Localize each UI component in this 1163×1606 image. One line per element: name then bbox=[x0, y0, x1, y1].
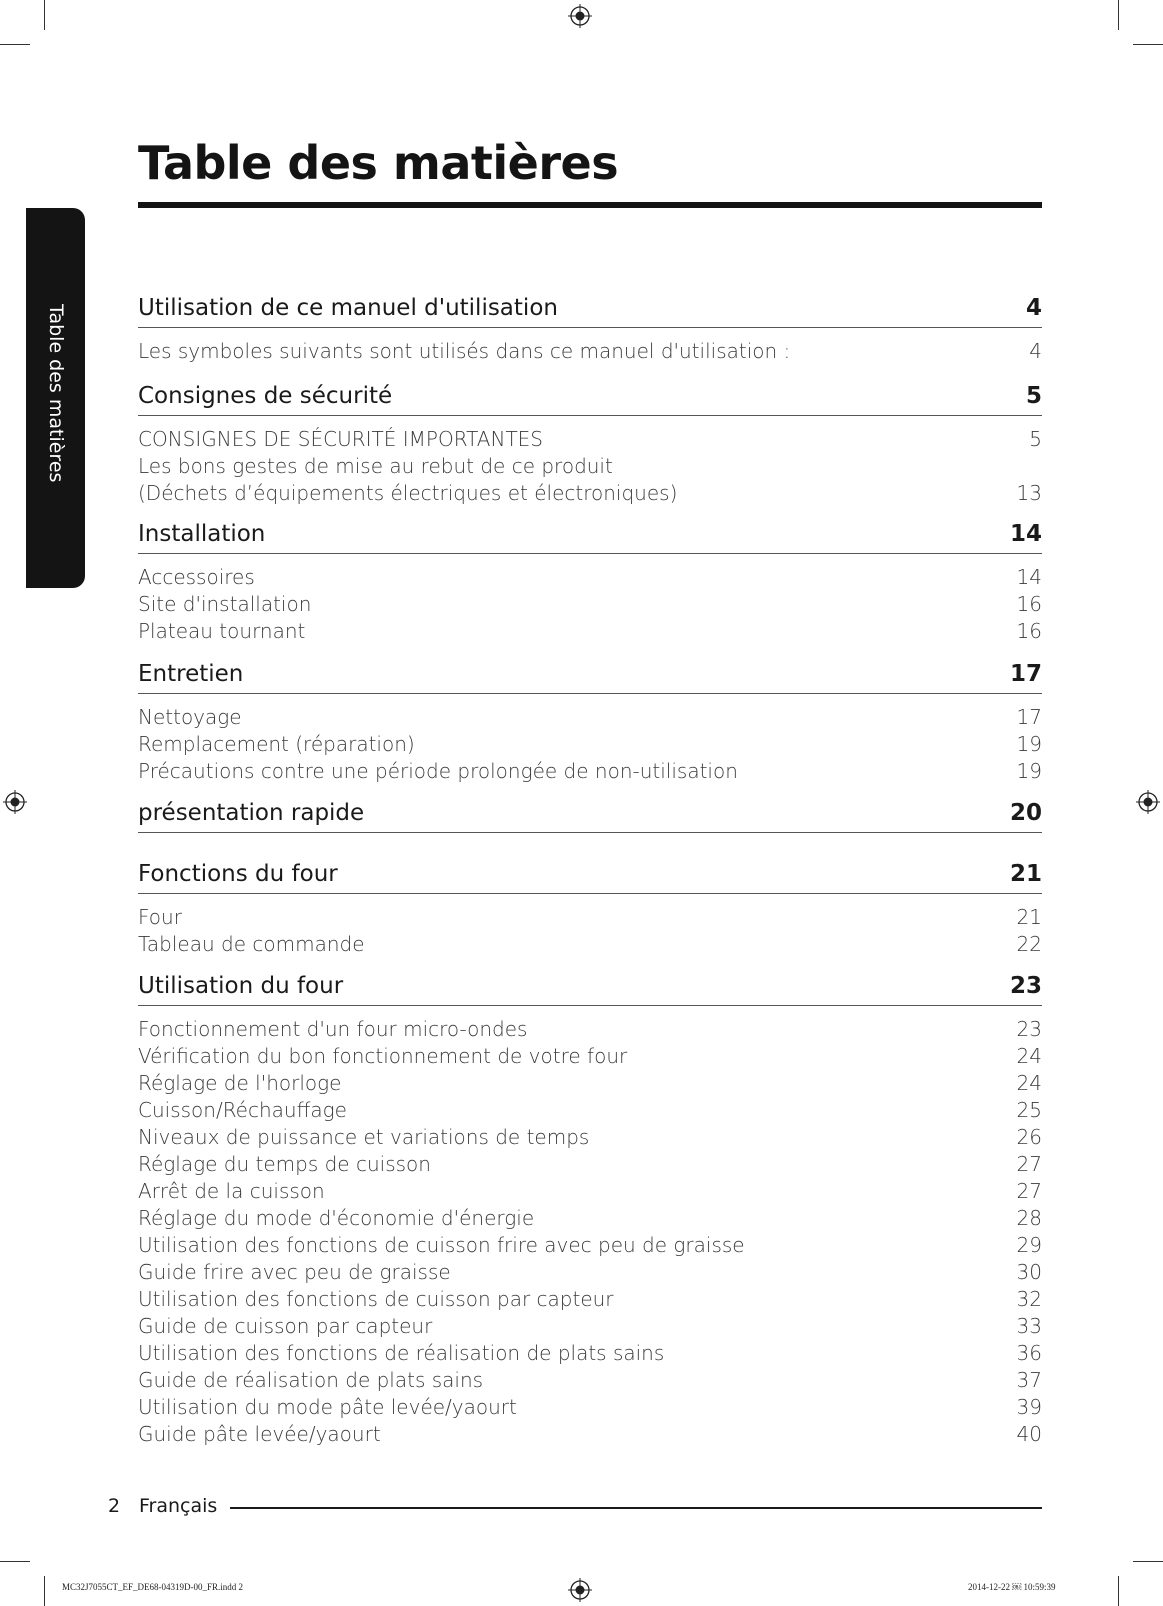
toc-item-page: 24 bbox=[1016, 1071, 1042, 1095]
toc-item[interactable] bbox=[138, 453, 1042, 507]
page-number: 2 bbox=[108, 1495, 121, 1517]
toc-item-label: Niveaux de puissance et variations de temps bbox=[138, 1125, 590, 1149]
toc-item-page: 33 bbox=[1016, 1314, 1042, 1338]
toc-heading-label: Utilisation de ce manuel d'utilisation bbox=[138, 295, 558, 321]
toc-item-label: Nettoyage bbox=[138, 705, 242, 729]
page-title: Table des matières bbox=[138, 136, 619, 190]
toc-item-page: 30 bbox=[1016, 1260, 1042, 1284]
print-slug-date: 2014-12-22 ￼ 10:59:39 bbox=[968, 1582, 1056, 1592]
crop-mark bbox=[44, 0, 45, 30]
toc-item-list bbox=[138, 426, 1042, 507]
toc-item[interactable] bbox=[138, 1286, 1042, 1313]
toc-item-label: Vérification du bon fonctionnement de votre four bbox=[138, 1044, 628, 1068]
crop-mark bbox=[1118, 1576, 1119, 1606]
toc-section bbox=[138, 794, 1042, 833]
toc-item-label: Tableau de commande bbox=[138, 932, 365, 956]
registration-mark-icon bbox=[568, 1578, 592, 1602]
toc-item-label: Remplacement (réparation) bbox=[138, 732, 415, 756]
toc-item-page: 23 bbox=[1016, 1017, 1042, 1041]
toc-item-list bbox=[138, 564, 1042, 645]
toc-item-label: Utilisation des fonctions de cuisson par capteur bbox=[138, 1287, 614, 1311]
toc-item[interactable] bbox=[138, 1016, 1042, 1043]
toc-heading-page: 4 bbox=[1025, 295, 1042, 321]
toc-heading-page: 23 bbox=[1009, 973, 1042, 999]
toc-section bbox=[138, 377, 1042, 507]
toc-item-label: Les bons gestes de mise au rebut de ce produit (Déchets d’équipements électriques et électroniques) bbox=[138, 454, 678, 505]
toc-item-page: 36 bbox=[1016, 1341, 1042, 1365]
toc-item-label: Utilisation du mode pâte levée/yaourt bbox=[138, 1395, 517, 1419]
toc-item-label: Utilisation des fonctions de réalisation de plats sains bbox=[138, 1341, 665, 1365]
toc-item-page: 19 bbox=[1016, 732, 1042, 756]
toc-section bbox=[138, 655, 1042, 785]
crop-mark bbox=[44, 1576, 45, 1606]
toc-item[interactable] bbox=[138, 1232, 1042, 1259]
toc-item-label: Guide frire avec peu de graisse bbox=[138, 1260, 451, 1284]
toc-heading[interactable] bbox=[138, 289, 1042, 328]
side-tab bbox=[26, 208, 85, 588]
toc-heading-label: Consignes de sécurité bbox=[138, 383, 393, 409]
footer-language: Français bbox=[139, 1495, 218, 1517]
toc-heading-label: Entretien bbox=[138, 661, 244, 687]
toc-item-page: 16 bbox=[1016, 592, 1042, 616]
toc-heading-page: 17 bbox=[1009, 661, 1042, 687]
toc-item-page: 17 bbox=[1016, 705, 1042, 729]
toc-item-page: 26 bbox=[1016, 1125, 1042, 1149]
toc-item-page: 13 bbox=[1016, 481, 1042, 505]
toc-item[interactable] bbox=[138, 1367, 1042, 1394]
toc-item-label: Plateau tournant bbox=[138, 619, 306, 643]
toc-item[interactable] bbox=[138, 591, 1042, 618]
toc-item[interactable] bbox=[138, 931, 1042, 958]
toc-item[interactable] bbox=[138, 731, 1042, 758]
toc-item-page: 27 bbox=[1016, 1179, 1042, 1203]
toc-section bbox=[138, 855, 1042, 958]
registration-mark-icon bbox=[3, 790, 27, 814]
toc-heading[interactable] bbox=[138, 855, 1042, 894]
toc-item[interactable] bbox=[138, 1097, 1042, 1124]
toc-item-page: 25 bbox=[1016, 1098, 1042, 1122]
toc-item-label: Les symboles suivants sont utilisés dans ce manuel d'utilisation : bbox=[138, 339, 791, 363]
crop-mark bbox=[0, 1561, 30, 1562]
toc-item[interactable] bbox=[138, 904, 1042, 931]
toc-item-label: Réglage de l'horloge bbox=[138, 1071, 342, 1095]
crop-mark bbox=[0, 44, 30, 45]
toc-item[interactable] bbox=[138, 1205, 1042, 1232]
toc-section bbox=[138, 289, 1042, 365]
toc-item-page: 14 bbox=[1016, 565, 1042, 589]
toc-item-label: Accessoires bbox=[138, 565, 255, 589]
toc-item[interactable] bbox=[138, 1394, 1042, 1421]
toc-item-label: Arrêt de la cuisson bbox=[138, 1179, 325, 1203]
toc-item-page: 19 bbox=[1016, 759, 1042, 783]
toc-item-page: 39 bbox=[1016, 1395, 1042, 1419]
crop-mark bbox=[1118, 0, 1119, 30]
toc-item-page: 22 bbox=[1016, 932, 1042, 956]
toc-item-list bbox=[138, 704, 1042, 785]
footer-rule bbox=[230, 1507, 1042, 1509]
crop-mark bbox=[1133, 44, 1163, 45]
toc-item-label: Guide de cuisson par capteur bbox=[138, 1314, 433, 1338]
toc-item-label: Guide pâte levée/yaourt bbox=[138, 1422, 381, 1446]
toc-item[interactable] bbox=[138, 618, 1042, 645]
toc-item-label: Fonctionnement d'un four micro-ondes bbox=[138, 1017, 528, 1041]
toc-heading-page: 5 bbox=[1025, 383, 1042, 409]
toc-item[interactable] bbox=[138, 564, 1042, 591]
toc-item-label: Site d'installation bbox=[138, 592, 312, 616]
registration-mark-icon bbox=[1136, 790, 1160, 814]
toc-heading[interactable] bbox=[138, 515, 1042, 554]
toc-item-page: 28 bbox=[1016, 1206, 1042, 1230]
toc-item[interactable] bbox=[138, 1043, 1042, 1070]
toc-item-label: CONSIGNES DE SÉCURITÉ IMPORTANTES bbox=[138, 427, 543, 451]
crop-mark bbox=[1133, 1561, 1163, 1562]
toc-heading-page: 14 bbox=[1009, 521, 1042, 547]
toc-item-label: Four bbox=[138, 905, 182, 929]
toc-item[interactable] bbox=[138, 704, 1042, 731]
toc-item-label: Cuisson/Réchauffage bbox=[138, 1098, 347, 1122]
side-tab-label: Table des matières bbox=[45, 304, 67, 483]
toc-item-page: 37 bbox=[1016, 1368, 1042, 1392]
toc-item[interactable] bbox=[138, 1421, 1042, 1448]
toc-item-list bbox=[138, 904, 1042, 958]
toc-item-label: Utilisation des fonctions de cuisson frire avec peu de graisse bbox=[138, 1233, 745, 1257]
toc-heading-label: Fonctions du four bbox=[138, 861, 338, 887]
toc-item-page: 40 bbox=[1016, 1422, 1042, 1446]
toc-item[interactable] bbox=[138, 1070, 1042, 1097]
toc-heading-label: Installation bbox=[138, 521, 266, 547]
toc-heading[interactable] bbox=[138, 655, 1042, 694]
toc-item[interactable] bbox=[138, 1259, 1042, 1286]
toc-item[interactable] bbox=[138, 1340, 1042, 1367]
print-slug-file: MC32J7055CT_EF_DE68-04319D-00_FR.indd 2 bbox=[62, 1582, 244, 1592]
toc-item[interactable] bbox=[138, 1178, 1042, 1205]
toc-item-label: Réglage du temps de cuisson bbox=[138, 1152, 431, 1176]
toc-item-page: 29 bbox=[1016, 1233, 1042, 1257]
toc-item[interactable] bbox=[138, 1124, 1042, 1151]
toc-item-label: Précautions contre une période prolongée de non-utilisation bbox=[138, 759, 738, 783]
toc-item-page: 24 bbox=[1016, 1044, 1042, 1068]
toc-item-page: 27 bbox=[1016, 1152, 1042, 1176]
toc-item-page: 5 bbox=[1029, 427, 1042, 451]
toc-item-page: 21 bbox=[1016, 905, 1042, 929]
title-rule bbox=[138, 202, 1042, 208]
toc-item[interactable] bbox=[138, 426, 1042, 453]
toc-section bbox=[138, 515, 1042, 645]
toc-heading-page: 20 bbox=[1009, 800, 1042, 826]
toc-heading-label: Utilisation du four bbox=[138, 973, 344, 999]
toc-item[interactable] bbox=[138, 1313, 1042, 1340]
toc-section bbox=[138, 967, 1042, 1448]
toc-heading-page: 21 bbox=[1009, 861, 1042, 887]
toc-item[interactable] bbox=[138, 1151, 1042, 1178]
toc-item[interactable] bbox=[138, 758, 1042, 785]
toc-item-label: Guide de réalisation de plats sains bbox=[138, 1368, 484, 1392]
registration-mark-icon bbox=[568, 4, 592, 28]
toc-item-page: 16 bbox=[1016, 619, 1042, 643]
toc-item-page: 4 bbox=[1029, 339, 1042, 363]
toc-item-page: 32 bbox=[1016, 1287, 1042, 1311]
toc-heading[interactable] bbox=[138, 967, 1042, 1006]
toc-item-label: Réglage du mode d'économie d'énergie bbox=[138, 1206, 535, 1230]
toc-item-list bbox=[138, 338, 1042, 365]
toc-item[interactable] bbox=[138, 338, 1042, 365]
toc-heading-label: présentation rapide bbox=[138, 800, 365, 826]
toc-item-list bbox=[138, 1016, 1042, 1448]
toc-heading[interactable] bbox=[138, 794, 1042, 833]
toc-heading[interactable] bbox=[138, 377, 1042, 416]
